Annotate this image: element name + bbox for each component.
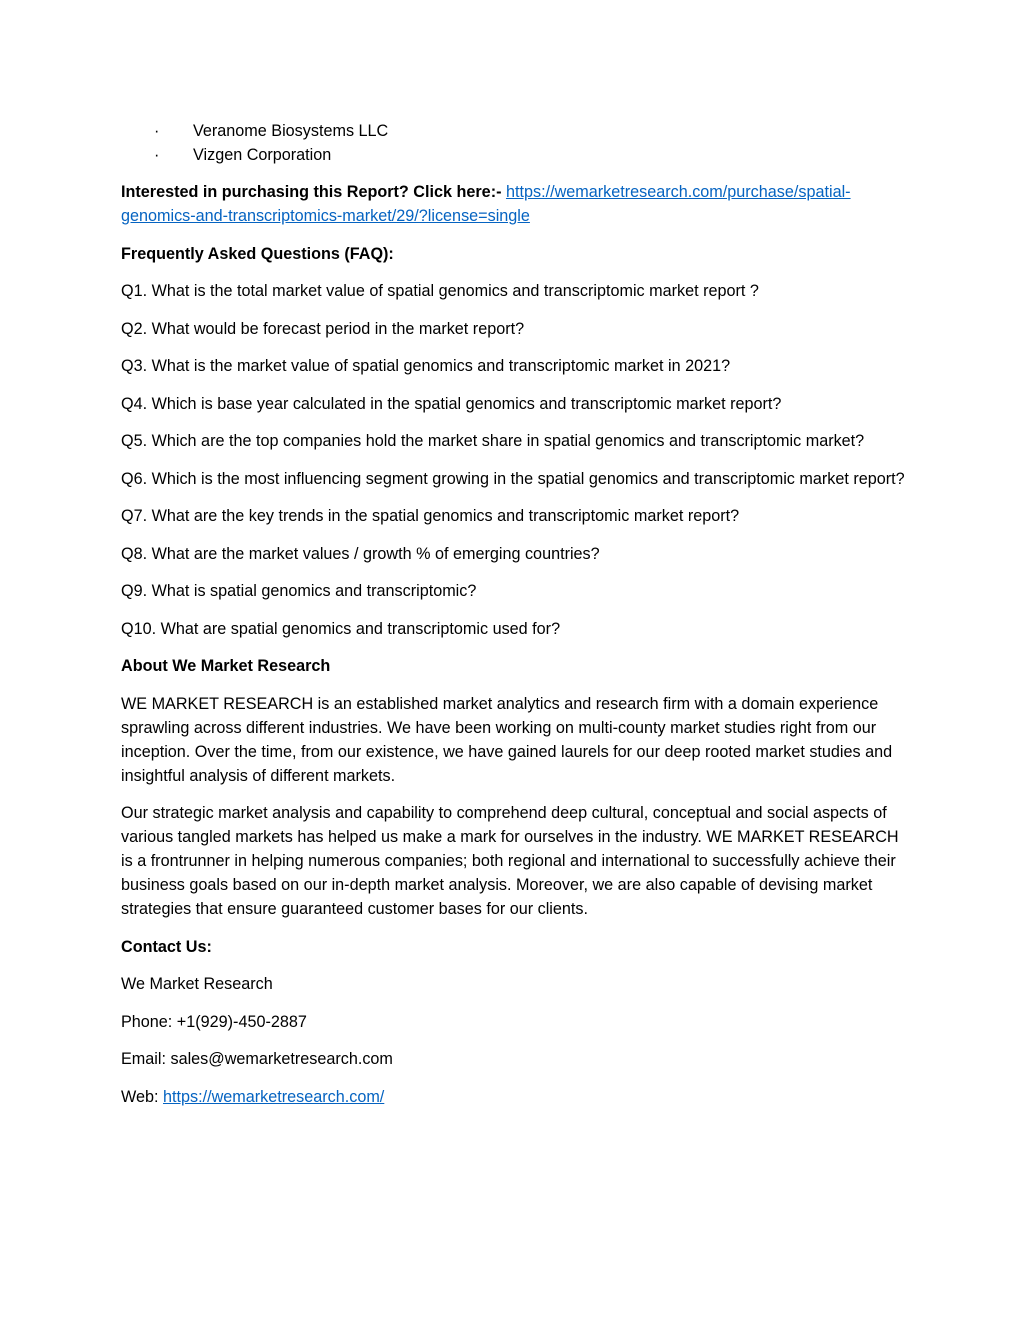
about-heading: About We Market Research xyxy=(121,657,331,675)
purchase-label: Interested in purchasing this Report? Click here:- xyxy=(121,183,502,201)
website-link[interactable]: https://wemarketresearch.com/ xyxy=(163,1087,385,1106)
faq-question: Q1. What is the total market value of spatial genomics and transcriptomic market report ? xyxy=(121,282,759,300)
about-paragraph: WE MARKET RESEARCH is an established market analytics and research firm with a domain experience sprawling across different industries. We have been working on multi-county market studies right from our inception. Over the time, from our existence, we have gained laurels for our deep rooted market studies and insightful analysis of different markets. xyxy=(121,694,893,785)
web-label: Web: xyxy=(121,1087,163,1106)
faq-question: Q3. What is the market value of spatial genomics and transcriptomic market in 2021? xyxy=(121,357,731,375)
contact-email: Email: sales@wemarketresearch.com xyxy=(121,1050,393,1068)
list-item xyxy=(121,119,911,143)
about-paragraph: Our strategic market analysis and capability to comprehend deep cultural, conceptual and social aspects of various tangled markets has helped us make a mark for ourselves in the industry. WE MARKET RESEARCH is a frontrunner in helping numerous companies; both regional and international to successfully achieve their business goals based on our in-depth market analysis. Moreover, we are also capable of devising market strategies that ensure guaranteed customer bases for our clients. xyxy=(121,804,899,918)
contact-company: We Market Research xyxy=(121,975,273,993)
faq-question: Q4. Which is base year calculated in the spatial genomics and transcriptomic market report? xyxy=(121,394,782,413)
list-item-text: Vizgen Corporation xyxy=(193,146,332,164)
contact-web xyxy=(121,1085,911,1109)
faq-question: Q10. What are spatial genomics and transcriptomic used for? xyxy=(121,619,561,638)
faq-question: Q7. What are the key trends in the spatial genomics and transcriptomic market report? xyxy=(121,507,740,525)
faq-list xyxy=(121,279,911,641)
faq-question: Q6. Which is the most influencing segment growing in the spatial genomics and transcriptomic market report? xyxy=(121,469,905,488)
faq-question: Q9. What is spatial genomics and transcriptomic? xyxy=(121,582,477,600)
document-body xyxy=(121,119,911,1122)
bullet-marker: · xyxy=(154,146,160,164)
list-item xyxy=(121,143,911,167)
purchase-paragraph xyxy=(121,180,911,228)
faq-question: Q5. Which are the top companies hold the market share in spatial genomics and transcriptomic market? xyxy=(121,432,865,450)
faq-question: Q2. What would be forecast period in the market report? xyxy=(121,319,525,338)
contact-phone: Phone: +1(929)-450-2887 xyxy=(121,1012,307,1031)
bullet-marker: · xyxy=(154,122,160,140)
list-item-text: Veranome Biosystems LLC xyxy=(193,122,389,140)
purchase-link[interactable]: https://wemarketresearch.com/purchase/spatial-genomics-and-transcriptomics-market/29/?license=single xyxy=(121,183,851,225)
company-list xyxy=(121,119,911,167)
faq-heading: Frequently Asked Questions (FAQ): xyxy=(121,244,394,263)
faq-question: Q8. What are the market values / growth % of emerging countries? xyxy=(121,544,600,563)
contact-heading: Contact Us: xyxy=(121,937,212,956)
